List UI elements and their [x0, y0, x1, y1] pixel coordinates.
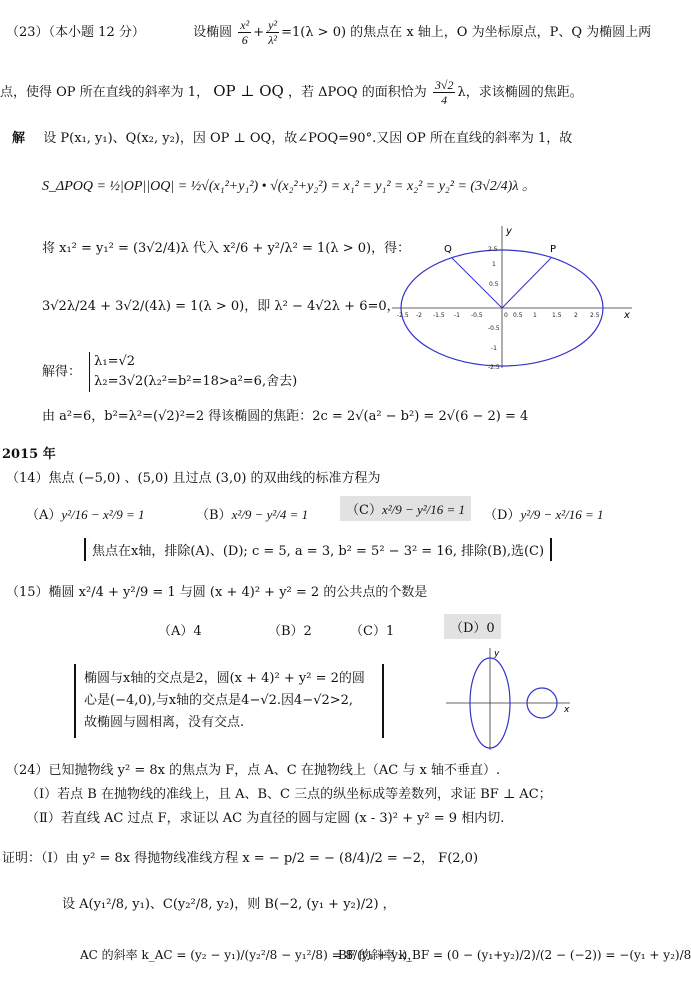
sol-line5-label: 解得：: [42, 364, 82, 380]
p14-d-expr: y²/9 − x²/16 = 1: [520, 507, 604, 522]
label-p: P: [550, 244, 557, 255]
p23-sol-6: 由 a²=6，b²=λ²=(√2)²=2 得该椭圆的焦距：2c = 2√(a² − b²) = 2√(6 − 2) = 4: [42, 409, 529, 424]
ytick-1: 1: [492, 261, 496, 268]
p23-line1: （23）（本小题 12 分） 设椭圆 $\frac{\text{x²}}{6}$ + $\frac{\text{y²}}{\text{λ²}}$ =1(λ > 0) 的焦点在 x 轴上，O 为坐标原点，P、Q 为椭圆上两: [6, 18, 652, 47]
p14-analysis: 焦点在x轴，排除(A)、(D); c = 5, a = 3, b² = 5² − 3² = 16, 排除(B),选(C): [92, 544, 545, 559]
p14-option-c: （C）x²/9 − y²/16 = 1: [340, 496, 471, 521]
xtick-neg-1: -1: [454, 312, 460, 319]
p24-proof-2: 设 A(y₁²/8, y₁)、C(y₂²/8, y₂)，则 B(−2, (y₁ + y₂)/2) ，: [62, 897, 396, 912]
p15-analysis-box: [74, 664, 384, 738]
ytick-neg-0-5: -0.5: [488, 325, 500, 332]
ytick-neg-2-5: -2.5: [488, 364, 500, 371]
p23-text-2c: ，若 ΔPOQ 的面积恰为: [288, 85, 427, 100]
p23-sol-2: S_ΔPOQ = ½|OP||OQ| = ½√(x₁²+y₁²) • √(x₂²+y₂²) = x₁² = y₁² = x₂² = y₂² = (3√2/4)λ 。: [42, 179, 536, 194]
label-q: Q: [444, 244, 452, 255]
ytick-neg-1: -1: [491, 345, 497, 352]
p23-sol-3: 将 x₁² = y₁² = (3√2/4)λ 代入 x²/6 + y²/λ² = 1(λ > 0)，得：: [42, 241, 411, 256]
p24-proof-1: 证明：（Ⅰ）由 y² = 8x 得抛物线准线方程 x = − p/2 = − (8/4)/2 = −2， F(2,0): [2, 851, 479, 866]
sol-label: 解: [12, 131, 26, 146]
xtick-2: 2: [574, 312, 578, 319]
frac-y2-l2: $\frac{\text{y²}}{\text{λ²}}$: [268, 18, 278, 47]
p23-sol-1: [12, 130, 572, 148]
p23-text-2d: λ，求该椭圆的焦距。: [457, 85, 583, 100]
label-x: x: [624, 310, 630, 321]
xtick-0-5: 0.5: [513, 312, 523, 319]
p14-option-b: （B）x²/9 − y²/4 = 1: [196, 507, 309, 523]
p23-sol-5: [42, 352, 297, 392]
p15-option-a: （A）4: [158, 624, 202, 639]
p24-part2: （Ⅱ）若直线 AC 过点 F，求证以 AC 为直径的圆与定圆 (x - 3)² + y² = 9 相内切.: [26, 811, 505, 826]
p14-analysis-box: [84, 538, 552, 561]
p15-option-d: （D）0: [444, 614, 501, 639]
p14-b-expr: x²/9 − y²/4 = 1: [231, 507, 309, 522]
xtick-1-5: 1.5: [552, 312, 562, 319]
p14-a-expr: y²/16 − x²/9 = 1: [61, 507, 145, 522]
sol-line1: 设 P(x₁, y₁)、Q(x₂, y₂)，因 OP ⊥ OQ，故∠POQ=90°.又因 OP 所在直线的斜率为 1，故: [43, 131, 573, 146]
ellipse-graph: [392, 222, 640, 372]
p14-option-a: （A）y²/16 − x²/9 = 1: [26, 507, 145, 523]
xtick-neg-2-5: -2.5: [397, 312, 409, 319]
p15-analysis-1: 椭圆与x轴的交点是2，圆(x + 4)² + y² = 2的圆: [84, 671, 365, 686]
label-y: y: [494, 649, 500, 659]
p23-text-1b: =1(λ > 0) 的焦点在 x 轴上，O 为坐标原点，P、Q 为椭圆上两: [281, 25, 652, 40]
label-y: y: [506, 226, 512, 237]
year-heading: 2015 年: [2, 447, 56, 462]
p23-header: （23）（本小题 12 分）: [6, 25, 145, 40]
label-x: x: [564, 705, 570, 715]
xtick-neg-2: -2: [416, 312, 422, 319]
lambda1: λ₁=√2: [94, 354, 136, 369]
xtick-1: 1: [533, 312, 537, 319]
p15-analysis-3: 故椭圆与圆相离，没有交点.: [84, 715, 245, 730]
segment-op: [502, 258, 551, 308]
p14-c-expr: x²/9 − y²/16 = 1: [381, 502, 466, 517]
p15-option-b: （B）2: [268, 624, 312, 639]
p23-sol-4: 3√2λ/24 + 3√2/(4λ) = 1(λ > 0)，即 λ² − 4√2λ + 6=0，: [42, 299, 400, 314]
ytick-2-5: 2.5: [488, 246, 498, 253]
p15-stem: （15）椭圆 x²/4 + y²/9 = 1 与圆 (x + 4)² + y² = 2 的公共点的个数是: [6, 585, 428, 600]
frac-area: $\frac{3√2}{4}$: [434, 78, 454, 107]
p14-option-d: （D）y²/9 − x²/16 = 1: [484, 507, 604, 523]
lambda2: λ₂=3√2(λ₂²=b²=18>a²=6,舍去): [94, 374, 298, 389]
xtick-0: 0: [504, 312, 508, 319]
p24-part1: （Ⅰ）若点 B 在抛物线的准线上，且 A、B、C 三点的纵坐标成等差数列，求证 BF ⊥ AC；: [26, 787, 552, 802]
frac-x2-6: $\frac{\text{x²}}{6}$: [240, 18, 250, 47]
p15-analysis-2: 心是(−4,0),与x轴的交点是4−√2.因4−√2>2,: [84, 693, 354, 708]
ytick-0-5: 0.5: [489, 281, 499, 288]
p23-text-2a: 点，使得 OP 所在直线的斜率为 1，: [0, 85, 210, 100]
p23-line2: [0, 78, 583, 107]
circle-ellipse-graph: [446, 646, 576, 752]
p14-stem: （14）焦点 (−5,0) 、(5,0) 且过点 (3,0) 的双曲线的标准方程为: [6, 471, 381, 486]
p23-text-1a: 设椭圆: [193, 25, 233, 40]
p24-proof-3b: BF 的斜率 k_BF = (0 − (y₁+y₂)/2)/(2 − (−2)) = −(y₁ + y₂)/8: [338, 948, 691, 962]
p24-proof-3a: AC 的斜率 k_AC = (y₂ − y₁)/(y₂²/8 − y₁²/8) = 8/(y₁ + y₂)，: [80, 948, 420, 962]
xtick-neg-1-5: -1.5: [433, 312, 445, 319]
p23-text-2b: OP ⊥ OQ: [213, 82, 284, 100]
p24-stem: （24）已知抛物线 y² = 8x 的焦点为 F，点 A、C 在抛物线上（AC 与 x 轴不垂直）.: [6, 763, 501, 778]
xtick-neg-0-5: -0.5: [471, 312, 483, 319]
xtick-2-5: 2.5: [590, 312, 600, 319]
p15-option-c: （C）1: [350, 624, 395, 639]
